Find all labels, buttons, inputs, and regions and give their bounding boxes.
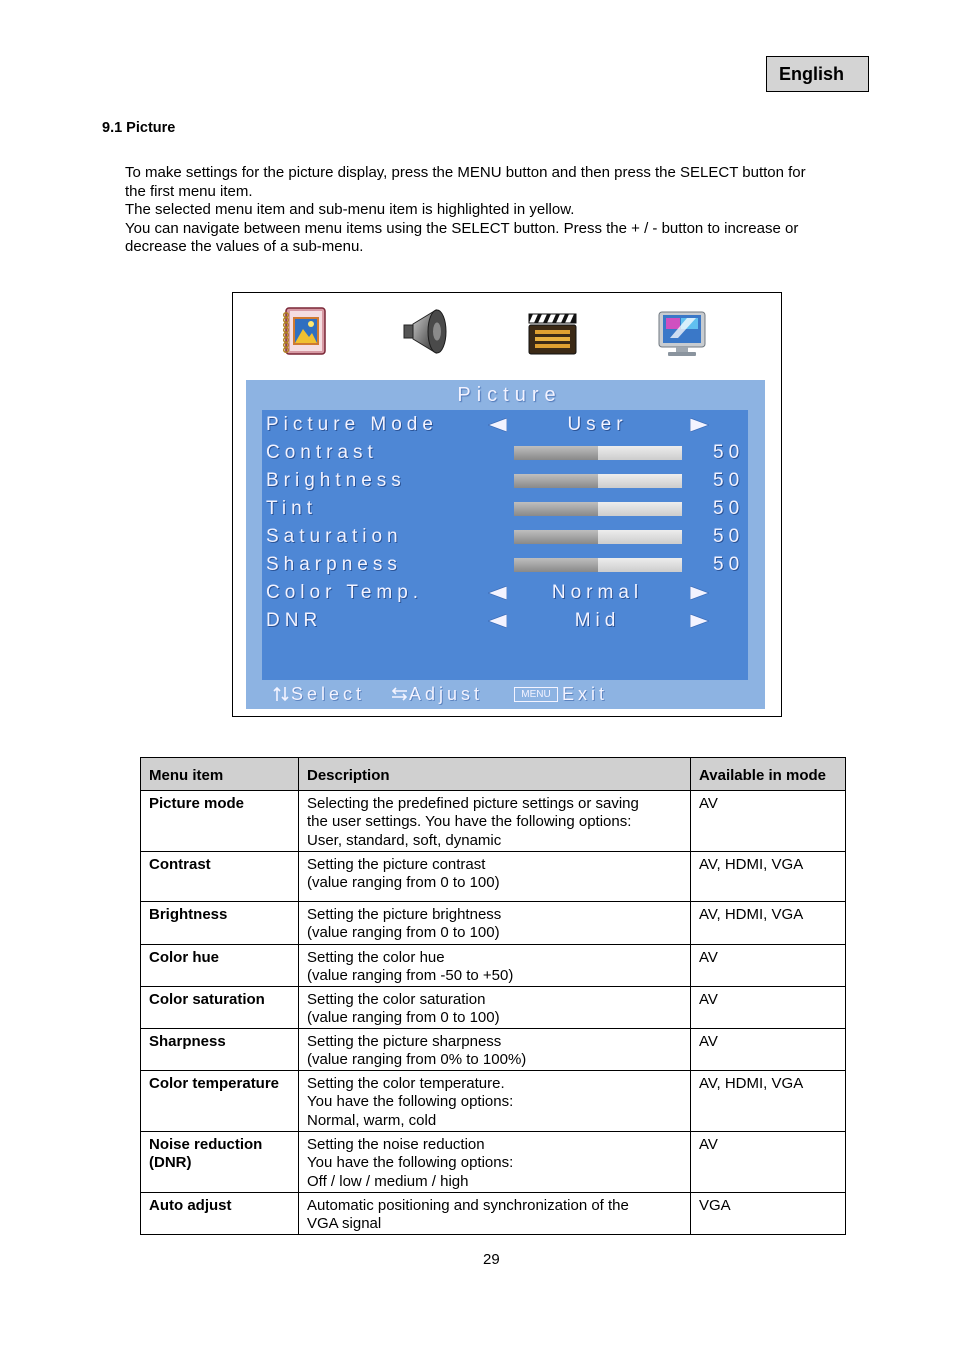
osd-slider-bar bbox=[514, 558, 682, 572]
osd-row-label: Brightness bbox=[266, 470, 406, 491]
table-cell-description bbox=[299, 791, 691, 852]
description-line: Setting the color temperature. bbox=[307, 1075, 505, 1092]
intro-line: the first menu item. bbox=[125, 182, 253, 200]
description-line: (value ranging from 0 to 100) bbox=[307, 1009, 500, 1027]
available-modes: AV bbox=[699, 1033, 718, 1050]
table-row bbox=[141, 1193, 846, 1235]
header-menu-item: Menu item bbox=[141, 758, 299, 791]
osd-row-value: 50 bbox=[713, 442, 745, 463]
description-line: Setting the color saturation bbox=[307, 991, 486, 1008]
right-arrow-icon bbox=[690, 418, 709, 432]
menu-item-name: Color temperature bbox=[149, 1075, 280, 1092]
osd-row-value: User bbox=[567, 414, 628, 435]
osd-slider-bar bbox=[514, 530, 682, 544]
table-row bbox=[141, 791, 846, 852]
osd-row-tint bbox=[262, 495, 748, 523]
menu-item-name: Picture mode bbox=[149, 795, 245, 812]
osd-row-value: Normal bbox=[551, 582, 644, 603]
osd-row-brightness bbox=[262, 467, 748, 495]
osd-row-color-temp bbox=[262, 579, 748, 607]
picture-menu-icon bbox=[280, 306, 327, 356]
table-row bbox=[141, 987, 846, 1029]
table-cell-available-modes bbox=[691, 945, 846, 987]
osd-slider-fill bbox=[514, 474, 598, 488]
table-cell-description bbox=[299, 987, 691, 1029]
table-cell-menu-item bbox=[141, 987, 299, 1029]
table-cell-description bbox=[299, 945, 691, 987]
osd-slider-bar bbox=[514, 502, 682, 516]
table-body bbox=[141, 791, 846, 1235]
osd-slider-fill bbox=[514, 530, 598, 544]
available-modes: VGA bbox=[699, 1197, 731, 1214]
left-right-arrows-icon bbox=[391, 687, 408, 701]
osd-row-saturation bbox=[262, 523, 748, 551]
osd-row-label: Contrast bbox=[266, 442, 378, 463]
description-line: (value ranging from 0 to 100) bbox=[307, 924, 500, 942]
menu-item-name: (DNR) bbox=[149, 1154, 192, 1172]
osd-row-value: 50 bbox=[713, 498, 745, 519]
osd-row-value: Mid bbox=[574, 610, 621, 631]
osd-menu-items bbox=[262, 410, 748, 680]
description-line: VGA signal bbox=[307, 1215, 382, 1233]
available-modes: AV bbox=[699, 991, 718, 1008]
table-cell-menu-item bbox=[141, 791, 299, 852]
osd-row-label: Picture Mode bbox=[266, 414, 438, 435]
available-modes: AV, HDMI, VGA bbox=[699, 856, 804, 873]
left-arrow-icon bbox=[488, 614, 507, 628]
description-line: Selecting the predefined picture settings or saving bbox=[307, 795, 639, 812]
description-line: (value ranging from 0 to 100) bbox=[307, 874, 500, 892]
right-arrow-icon bbox=[690, 586, 709, 600]
footer-exit-label: Exit bbox=[562, 684, 609, 704]
osd-picture-menu bbox=[246, 380, 765, 709]
left-arrow-icon bbox=[488, 586, 507, 600]
available-modes: AV bbox=[699, 949, 718, 966]
table-cell-menu-item bbox=[141, 1132, 299, 1193]
available-modes: AV bbox=[699, 795, 718, 812]
available-modes: AV bbox=[699, 1136, 718, 1153]
table-cell-available-modes bbox=[691, 987, 846, 1029]
osd-footer-hints bbox=[246, 682, 765, 706]
table-cell-description bbox=[299, 1132, 691, 1193]
menu-item-name: Sharpness bbox=[149, 1033, 226, 1050]
intro-line: decrease the values of a sub-menu. bbox=[125, 238, 364, 255]
table-header-row bbox=[141, 758, 846, 791]
intro-line: To make settings for the picture display, press the MENU button and then press the SELECT button for bbox=[125, 164, 806, 181]
description-line: You have the following options: bbox=[307, 1093, 514, 1111]
table-row bbox=[141, 1029, 846, 1071]
description-line: Automatic positioning and synchronization of the bbox=[307, 1197, 629, 1214]
osd-screenshot bbox=[232, 292, 782, 717]
available-modes: AV, HDMI, VGA bbox=[699, 906, 804, 923]
osd-slider-bar bbox=[514, 474, 682, 488]
osd-row-value: 50 bbox=[713, 470, 745, 491]
osd-row-picture-mode bbox=[262, 411, 748, 439]
footer-menu-key: MENU bbox=[514, 687, 558, 702]
osd-slider-fill bbox=[514, 558, 598, 572]
table-row bbox=[141, 1071, 846, 1132]
osd-menu-title: Picture bbox=[457, 384, 562, 406]
description-line: Normal, warm, cold bbox=[307, 1111, 437, 1129]
osd-row-label: Tint bbox=[266, 498, 317, 519]
table-row bbox=[141, 852, 846, 902]
description-line: You have the following options: bbox=[307, 1154, 514, 1172]
description-line: Setting the picture brightness bbox=[307, 906, 502, 923]
left-arrow-icon bbox=[488, 418, 507, 432]
table-cell-available-modes bbox=[691, 1193, 846, 1235]
menu-item-name: Contrast bbox=[149, 856, 211, 873]
header-available-in-mode: Available in mode bbox=[691, 758, 846, 791]
table-cell-menu-item bbox=[141, 1029, 299, 1071]
page-number: 29 bbox=[483, 1251, 500, 1268]
header-description: Description bbox=[299, 758, 691, 791]
osd-row-label: Color Temp. bbox=[266, 582, 424, 603]
intro-line: The selected menu item and sub-menu item is highlighted in yellow. bbox=[125, 201, 575, 218]
osd-row-value: 50 bbox=[713, 554, 745, 575]
menu-item-name: Auto adjust bbox=[149, 1197, 232, 1214]
footer-adjust-label: Adjust bbox=[409, 684, 484, 704]
table-cell-description bbox=[299, 852, 691, 902]
osd-row-label: Sharpness bbox=[266, 554, 402, 575]
table-cell-description bbox=[299, 1071, 691, 1132]
table-row bbox=[141, 902, 846, 945]
table-cell-available-modes bbox=[691, 791, 846, 852]
osd-row-label: DNR bbox=[266, 610, 323, 631]
section-heading: 9.1 Picture bbox=[102, 120, 176, 136]
monitor-menu-icon bbox=[657, 311, 707, 357]
table-cell-available-modes bbox=[691, 1029, 846, 1071]
table-cell-description bbox=[299, 902, 691, 945]
osd-row-dnr bbox=[262, 607, 748, 635]
menu-item-name: Color hue bbox=[149, 949, 219, 966]
description-line: the user settings. You have the following options: bbox=[307, 813, 632, 831]
table-row bbox=[141, 945, 846, 987]
osd-row-label: Saturation bbox=[266, 526, 403, 547]
description-line: (value ranging from -50 to +50) bbox=[307, 967, 514, 985]
osd-row-value: 50 bbox=[713, 526, 745, 547]
footer-select-label: Select bbox=[291, 684, 366, 704]
table-cell-available-modes bbox=[691, 1071, 846, 1132]
clapperboard-menu-icon bbox=[527, 310, 578, 356]
available-modes: AV, HDMI, VGA bbox=[699, 1075, 804, 1092]
description-line: Setting the picture contrast bbox=[307, 856, 486, 873]
picture-settings-table bbox=[140, 757, 846, 1235]
osd-slider-fill bbox=[514, 502, 598, 516]
osd-row-sharpness bbox=[262, 551, 748, 579]
description-line: Setting the noise reduction bbox=[307, 1136, 485, 1153]
up-down-arrows-icon bbox=[273, 686, 289, 702]
table-cell-menu-item bbox=[141, 1193, 299, 1235]
osd-slider-fill bbox=[514, 446, 598, 460]
speaker-menu-icon bbox=[401, 307, 450, 356]
right-arrow-icon bbox=[690, 614, 709, 628]
osd-row-contrast bbox=[262, 439, 748, 467]
description-line: (value ranging from 0% to 100%) bbox=[307, 1051, 527, 1069]
table-cell-available-modes bbox=[691, 902, 846, 945]
table-cell-menu-item bbox=[141, 945, 299, 987]
osd-slider-bar bbox=[514, 446, 682, 460]
description-line: User, standard, soft, dynamic bbox=[307, 831, 502, 849]
table-cell-available-modes bbox=[691, 852, 846, 902]
table-cell-menu-item bbox=[141, 852, 299, 902]
table-cell-available-modes bbox=[691, 1132, 846, 1193]
table-cell-menu-item bbox=[141, 902, 299, 945]
intro-paragraph bbox=[125, 164, 806, 257]
table-cell-description bbox=[299, 1029, 691, 1071]
table-row bbox=[141, 1132, 846, 1193]
description-line: Setting the color hue bbox=[307, 949, 445, 966]
menu-item-name: Color saturation bbox=[149, 991, 265, 1008]
table-cell-description bbox=[299, 1193, 691, 1235]
table-cell-menu-item bbox=[141, 1071, 299, 1132]
intro-line: You can navigate between menu items using the SELECT button. Press the + / - button to increase or bbox=[125, 219, 799, 237]
language-tab: English bbox=[766, 56, 869, 92]
menu-item-name: Noise reduction bbox=[149, 1136, 263, 1153]
menu-item-name: Brightness bbox=[149, 906, 228, 923]
description-line: Off / low / medium / high bbox=[307, 1172, 469, 1190]
description-line: Setting the picture sharpness bbox=[307, 1033, 502, 1050]
